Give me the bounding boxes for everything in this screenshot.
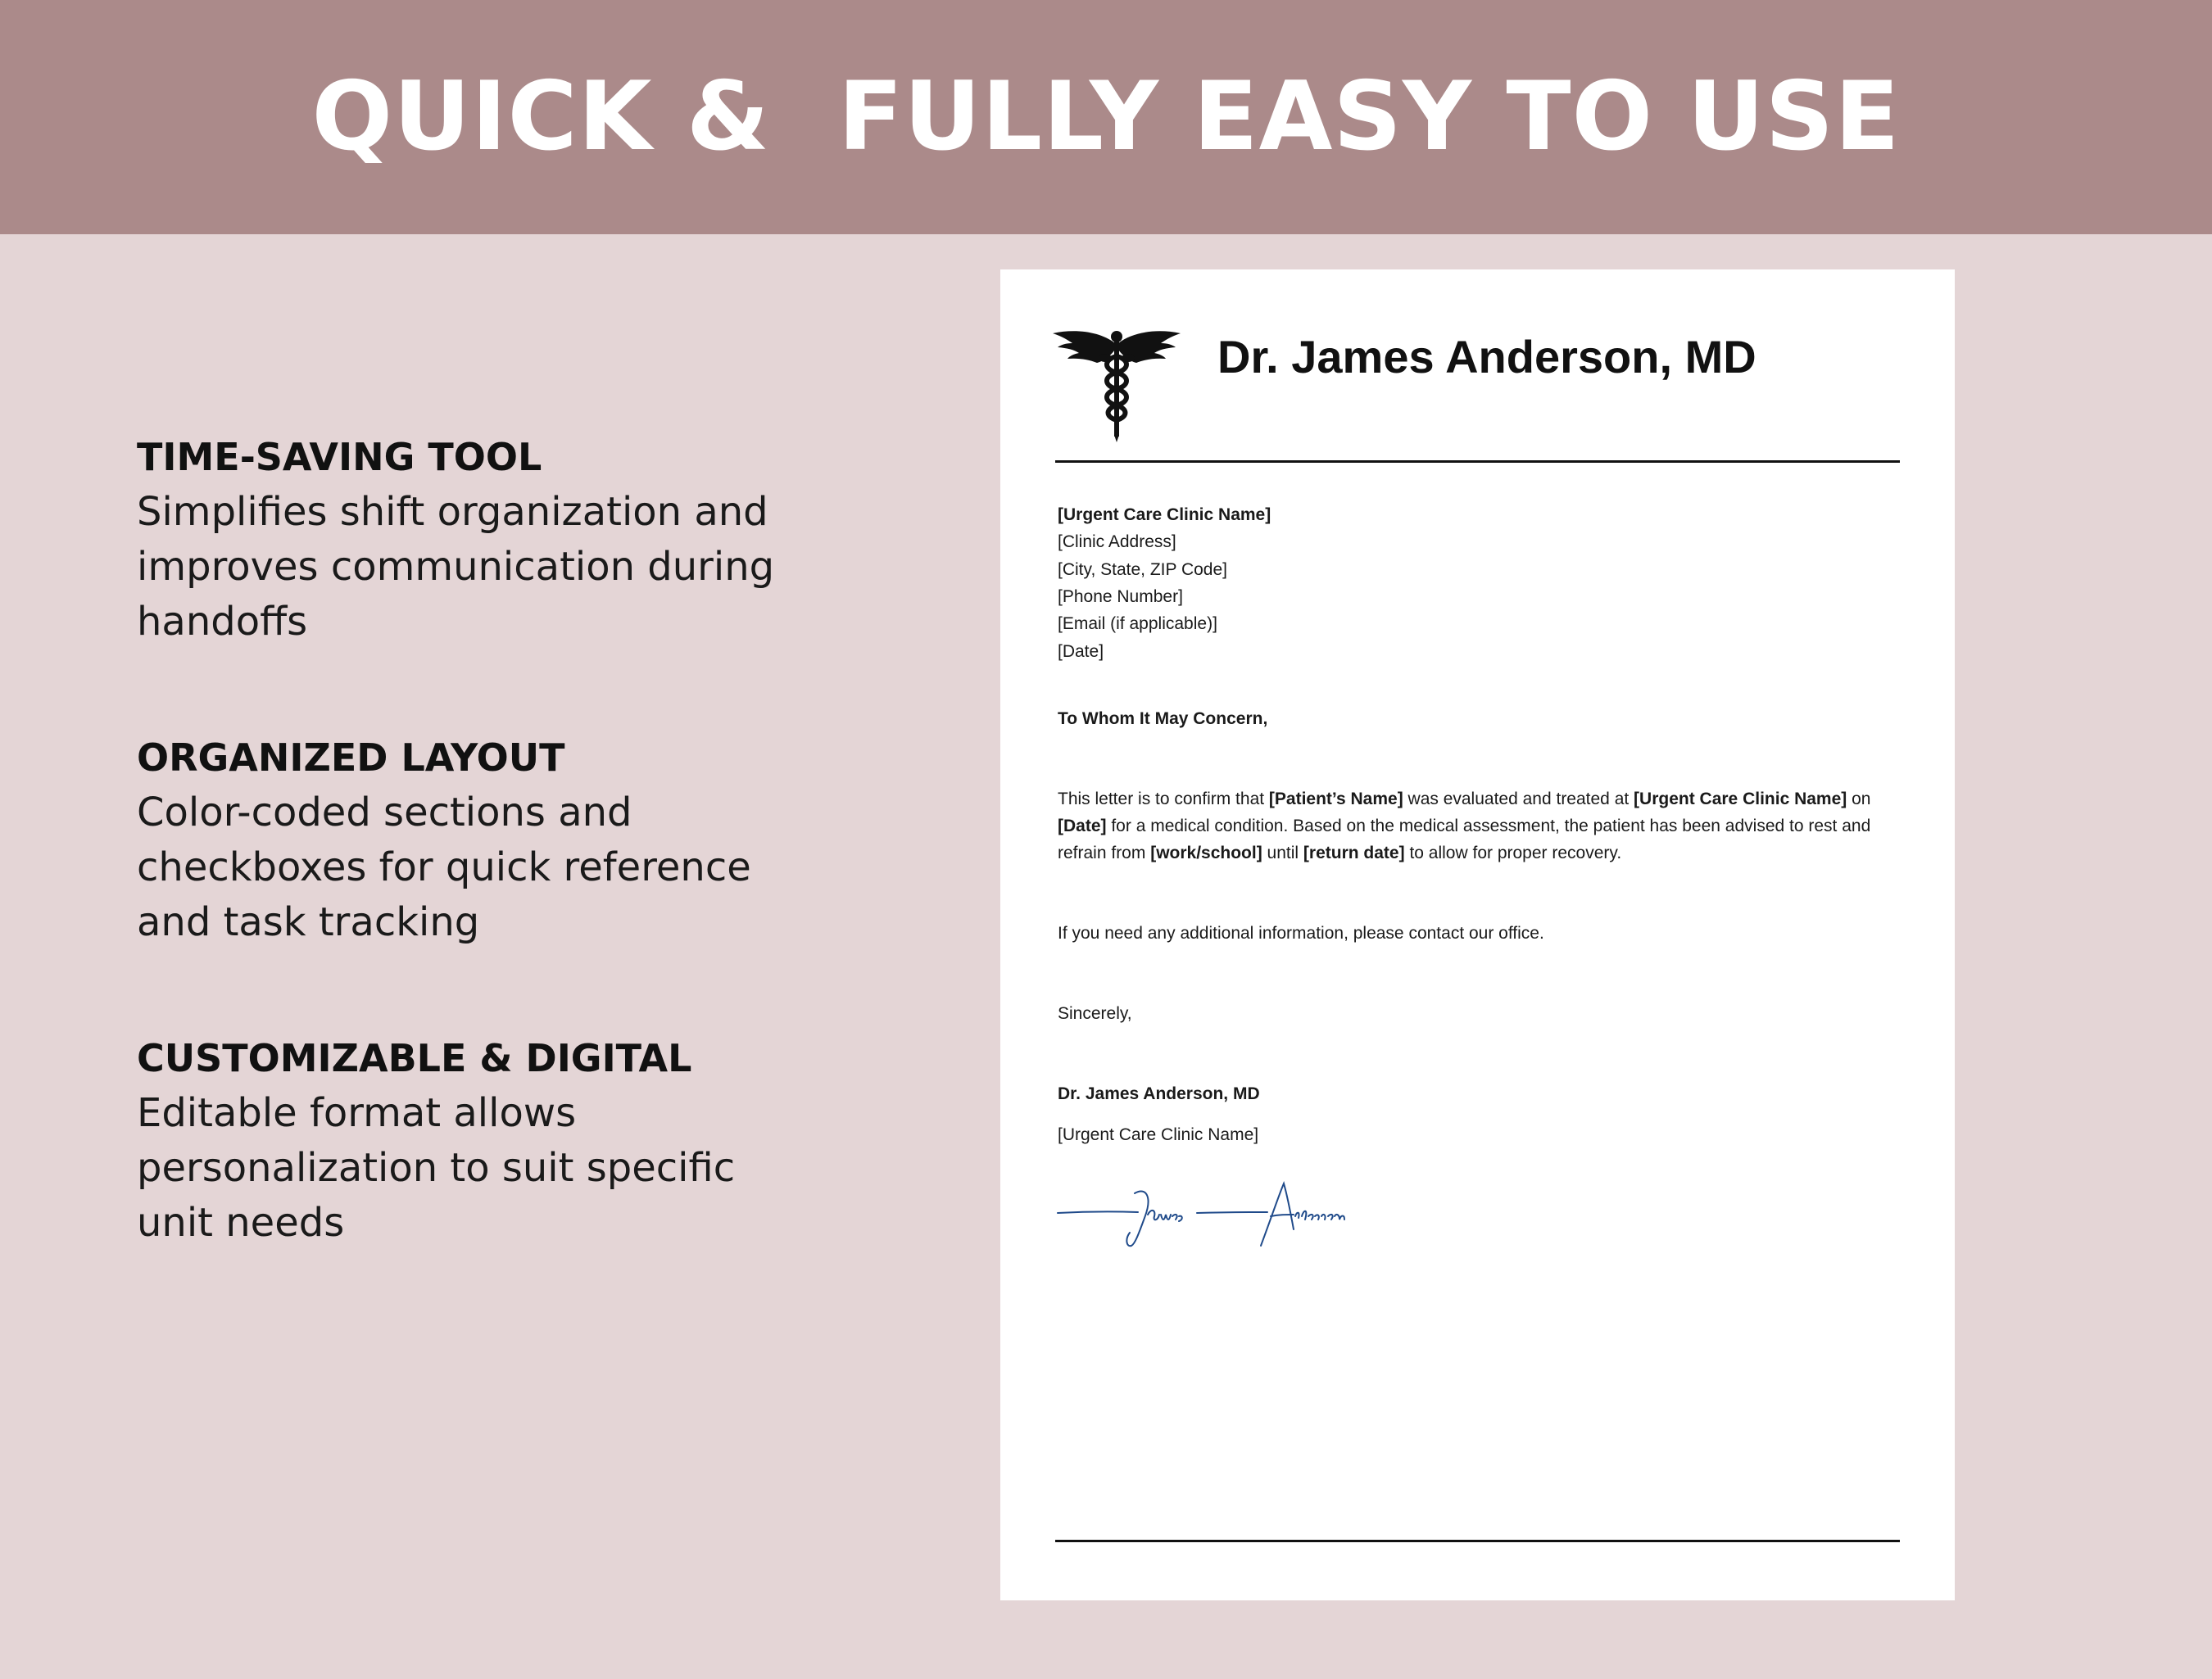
body-line-3 [1058,844,1621,863]
bottom-divider [1055,1540,1900,1542]
doctor-name-title: Dr. James Anderson, MD [1217,331,1756,382]
clinic-name-placeholder: [Urgent Care Clinic Name] [1634,790,1847,808]
work-school-placeholder: [work/school] [1150,844,1262,862]
feature-description [137,485,956,649]
feature-description-line: checkboxes for quick reference [137,844,751,890]
body-text: for a medical condition. Based on the medical assessment, the patient has been advised to rest and [1106,817,1871,835]
body-text: was evaluated and treated at [1403,790,1634,808]
handwritten-signature [1056,1179,1351,1260]
body-text: to allow for proper recovery. [1404,844,1622,862]
feature-heading: TIME-SAVING TOOL [137,435,542,479]
feature-time-saving [137,432,956,649]
feature-description-line: handoffs [137,599,308,645]
body-text: until [1262,844,1303,862]
email: [Email (if applicable)] [1058,614,1217,633]
signer-name: Dr. James Anderson, MD [1058,1084,1260,1103]
date-placeholder: [Date] [1058,817,1107,835]
banner-title: QUICK & FULLY EASY TO USE [311,61,1901,172]
feature-description [137,1086,956,1251]
contact-line: If you need any additional information, please contact our office. [1058,924,1544,943]
body-text: on [1847,790,1871,808]
feature-description-line: personalization to suit specific [137,1145,736,1191]
phone-number: [Phone Number] [1058,587,1183,606]
feature-heading: CUSTOMIZABLE & DIGITAL [137,1036,692,1080]
feature-customizable [137,1034,956,1251]
letter-document [1000,269,1955,1600]
top-divider [1055,460,1900,463]
closing: Sincerely, [1058,1004,1132,1023]
feature-description-line: Simplifies shift organization and [137,489,768,535]
feature-description-line: and task tracking [137,899,480,945]
feature-description-line: improves communication during [137,544,775,590]
patient-name-placeholder: [Patient’s Name] [1268,790,1403,808]
body-line-1 [1058,790,1870,809]
city-state-zip: [City, State, ZIP Code] [1058,560,1227,579]
feature-heading: ORGANIZED LAYOUT [137,735,565,780]
feature-description-line: Color-coded sections and [137,790,632,835]
body-line-2 [1058,817,1870,836]
salutation: To Whom It May Concern, [1058,709,1268,728]
feature-description-line: unit needs [137,1200,345,1246]
body-text: refrain from [1058,844,1151,862]
body-text: This letter is to confirm that [1058,790,1269,808]
return-date-placeholder: [return date] [1303,844,1405,862]
feature-description-line: Editable format allows [137,1090,577,1136]
feature-organized-layout [137,733,956,950]
clinic-address: [Clinic Address] [1058,532,1176,551]
feature-description [137,785,956,950]
clinic-name: [Urgent Care Clinic Name] [1058,505,1271,524]
letter-date: [Date] [1058,642,1104,661]
caduceus-icon [1051,325,1182,444]
signer-clinic: [Urgent Care Clinic Name] [1058,1125,1259,1144]
